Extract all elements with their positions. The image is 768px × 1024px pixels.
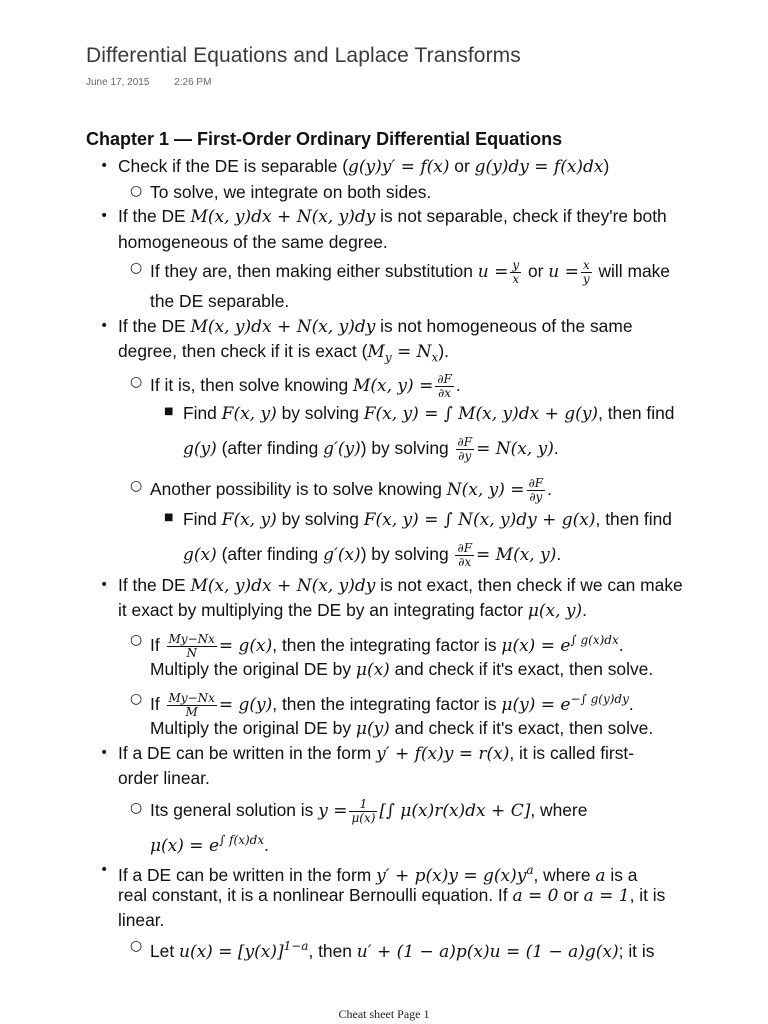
bullet-disc: • [100,158,109,174]
line-integrating-factor: it exact by multiplying the DE by an integrating factor μ(x, y). [118,600,588,621]
line-bernoulli-substitution: Let $u(x) = [y(x)]^{1-a}$, then u′ + (1 − a)p(x)u = (1 − a)g(x); it is [150,939,655,962]
fraction-my-nx-over-n: $\frac{My-Nx}{N}$ [168,631,215,660]
line-solve-knowing-m: If it is, then solve knowing M(x, y) = $\frac{\partial F}{\partial x}$ . [150,372,461,400]
bullet-circle: ○ [130,691,143,707]
page-footer: Cheat sheet Page 1 [338,1007,430,1021]
line-integrate: To solve, we integrate on both sides. [150,182,432,202]
bullet-disc: • [100,745,109,761]
line-multiply-mu-x: Multiply the original DE by μ(x) and check if it's exact, then solve. [150,659,654,680]
chapter-heading: Chapter 1 — First-Order Ordinary Differential Equations [86,129,563,149]
line-separable: Check if the DE is separable (g(y)y′ = f(x) or g(y)dy = f(x)dx) [118,156,610,177]
line-find-g-of-x: g(x) (after finding g′(x)) by solving $\frac{\partial F}{\partial x}$ = M(x, y). [183,541,562,569]
bullet-square: ■ [164,406,174,417]
line-order-linear: order linear. [118,768,210,788]
line-homogeneous: homogeneous of the same degree. [118,232,388,252]
line-first-order-linear: If a DE can be written in the form y′ + f(x)y = r(x), it is called first- [118,743,635,764]
line-substitution: If they are, then making either substitution u = $\frac{y}{x}$ or u = $\frac{x}{y}$ will make [150,258,670,286]
fraction-x-over-y: $\frac{x}{y}$ [582,258,590,286]
line-find-f-from-n: Find F(x, y) by solving F(x, y) = ∫ N(x, y)dy + g(x), then find [183,509,672,530]
line-find-g-of-y: g(y) (after finding g′(y)) by solving $\frac{\partial F}{\partial y}$ = N(x, y). [183,435,559,463]
bullet-circle: ○ [130,374,143,390]
line-not-homogeneous: If the DE M(x, y)dx + N(x, y)dy is not homogeneous of the same [118,316,633,337]
fraction-y-over-x: $\frac{y}{x}$ [512,258,520,286]
line-factor-mu-y: If $\frac{My-Nx}{M}$ = g(y), then the integrating factor is $\mu(y) = e^{-\int g(y)dy}$. [150,690,634,719]
line-general-solution: Its general solution is y = $\frac{1}{\mu(x)}$ [∫ μ(x)r(x)dx + C], where [150,797,588,825]
bullet-disc: • [100,862,109,878]
fraction-my-nx-over-m: $\frac{My-Nx}{M}$ [168,690,215,719]
line-not-exact: If the DE M(x, y)dx + N(x, y)dy is not exact, then check if we can make [118,575,683,596]
bullet-circle: ○ [130,632,143,648]
fraction-dF-dy: $\frac{\partial F}{\partial y}$ [457,435,473,463]
fraction-dF-dx: $\frac{\partial F}{\partial x}$ [457,541,473,569]
line-not-separable: If the DE M(x, y)dx + N(x, y)dy is not separable, check if they're both [118,206,667,227]
bullet-disc: • [100,208,109,224]
line-mu-definition: $\mu(x) = e^{\int f(x)dx}$. [150,833,269,856]
line-find-f-from-m: Find F(x, y) by solving F(x, y) = ∫ M(x, y)dx + g(y), then find [183,403,675,424]
bullet-disc: • [100,577,109,593]
line-multiply-mu-y: Multiply the original DE by μ(y) and check if it's exact, then solve. [150,718,654,739]
line-bernoulli-form: If a DE can be written in the form $y' + p(x)y = g(x)y^a$, where a is a [118,863,638,886]
line-factor-mu-x: If $\frac{My-Nx}{N}$ = g(x), then the integrating factor is $\mu(x) = e^{\int g(x)dx}$. [150,631,624,660]
page-title: Differential Equations and Laplace Transforms [86,44,521,67]
bullet-circle: ○ [130,260,143,276]
bullet-circle: ○ [130,800,143,816]
page-time: 2:26 PM [174,77,212,88]
line-exact-check: degree, then check if it is exact $(M_y = N_x)$. [118,341,449,365]
page-meta [86,77,211,88]
line-de-separable: the DE separable. [150,291,290,311]
bullet-square: ■ [164,512,174,523]
line-bernoulli-constant: real constant, it is a nonlinear Bernoulli equation. If a = 0 or a = 1, it is [118,885,666,906]
bullet-circle: ○ [130,183,143,199]
line-linear: linear. [118,910,165,930]
page-date: June 17, 2015 [86,77,150,88]
fraction-dF-dy: $\frac{\partial F}{\partial y}$ [528,476,544,504]
bullet-circle: ○ [130,478,143,494]
fraction-one-over-mu: $\frac{1}{\mu(x)}$ [351,797,376,825]
line-solve-knowing-n: Another possibility is to solve knowing N(x, y) = $\frac{\partial F}{\partial y}$ . [150,476,552,504]
bullet-circle: ○ [130,938,143,954]
fraction-dF-dx: $\frac{\partial F}{\partial x}$ [437,372,452,400]
bullet-disc: • [100,318,109,334]
